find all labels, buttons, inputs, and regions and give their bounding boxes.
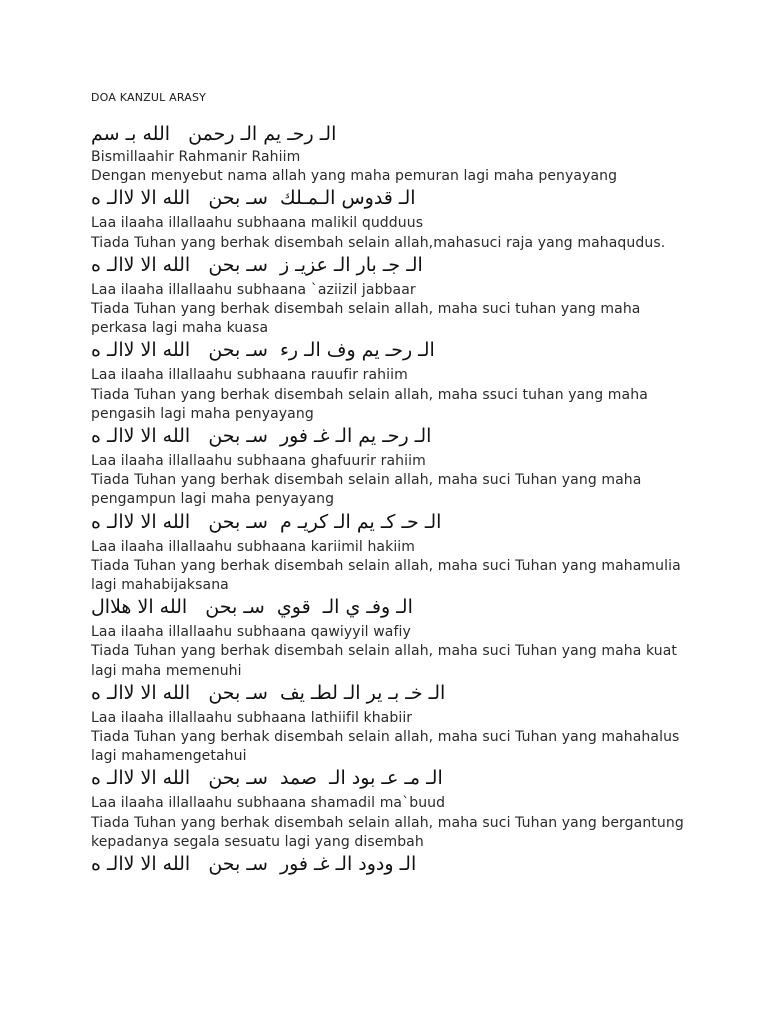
translation-line: Tiada Tuhan yang berhak disembah selain allah, maha suci Tuhan yang maha kuat	[91, 643, 677, 660]
transliteration-line: Laa ilaaha illallaahu subhaana kariimil hakiim	[91, 538, 416, 555]
prayer-section	[91, 424, 691, 510]
transliteration-line: Laa ilaaha illallaahu subhaana qawiyyil wafiy	[91, 624, 411, 641]
translation-line: lagi mahabijaksana	[91, 577, 229, 594]
translation-line: lagi maha memenuhi	[91, 662, 242, 679]
transliteration-line: Bismillaahir Rahmanir Rahiim	[91, 149, 301, 165]
prayer-section	[91, 510, 691, 596]
translation-line: Dengan menyebut nama allah yang maha pemuran lagi maha penyayang	[91, 168, 618, 185]
arabic-verse: الـ ودود الـ غـ فور سـ بحن الله الا لاالـ ه	[91, 853, 417, 876]
arabic-verse: الـ رحـ يم الـ غـ فور سـ بحن الله الا لاالـ ه	[91, 425, 432, 448]
prayer-section	[91, 122, 691, 186]
prayer-section	[91, 681, 691, 767]
translation-line: kepadanya segala sesuatu lagi yang disembah	[91, 833, 424, 850]
arabic-verse: الـ وفـ ي الـ قوي سـ بحن الله الا هلاال	[91, 596, 413, 619]
translation-line: Tiada Tuhan yang berhak disembah selain allah, maha suci Tuhan yang bergantung	[91, 814, 684, 831]
prayer-section	[91, 595, 691, 681]
arabic-verse: الـ رحـ يم الـ رحمن الله بـ سم	[91, 123, 337, 145]
transliteration-line: Laa ilaaha illallaahu subhaana shamadil ma`buud	[91, 795, 446, 812]
arabic-verse: الـ مـ عـ بود الـ صمد سـ بحن الله الا لاالـ ه	[91, 767, 443, 790]
translation-line: Tiada Tuhan yang berhak disembah selain allah, maha suci Tuhan yang mahamulia	[91, 557, 681, 574]
arabic-verse: الـ جـ بار الـ عزيـ ز سـ بحن الله الا لاالـ ه	[91, 253, 423, 276]
translation-line: Tiada Tuhan yang berhak disembah selain allah,mahasuci raja yang mahaqudus.	[91, 234, 666, 251]
document-title: DOA KANZUL ARASY	[91, 91, 207, 104]
translation-line: pengasih lagi maha penyayang	[91, 405, 314, 422]
transliteration-line: Laa ilaaha illallaahu subhaana malikil qudduus	[91, 215, 424, 232]
translation-line: Tiada Tuhan yang berhak disembah selain allah, maha ssuci tuhan yang maha	[91, 386, 648, 403]
transliteration-line: Laa ilaaha illallaahu subhaana lathiifil khabiir	[91, 709, 413, 726]
transliteration-line: Laa ilaaha illallaahu subhaana `aziizil jabbaar	[91, 281, 416, 298]
document-page	[91, 90, 691, 880]
transliteration-line: Laa ilaaha illallaahu subhaana ghafuurir rahiim	[91, 453, 426, 470]
translation-line: pengampun lagi maha penyayang	[91, 491, 335, 508]
translation-line: perkasa lagi maha kuasa	[91, 320, 269, 337]
translation-line: Tiada Tuhan yang berhak disembah selain allah, maha suci Tuhan yang mahahalus	[91, 729, 680, 746]
prayer-section	[91, 186, 691, 252]
prayer-section	[91, 766, 691, 852]
arabic-verse: الـ حـ كـ يم الـ كريـ م سـ بحن الله الا لاالـ ه	[91, 510, 442, 533]
translation-line: Tiada Tuhan yang berhak disembah selain allah, maha suci Tuhan yang maha	[91, 472, 642, 489]
arabic-verse: الـ خـ بـ ير الـ لطـ يف سـ بحن الله الا لاالـ ه	[91, 681, 446, 704]
arabic-verse: الـ رحـ يم وف الـ رء سـ بحن الله الا لاالـ ه	[91, 339, 435, 362]
transliteration-line: Laa ilaaha illallaahu subhaana rauufir rahiim	[91, 367, 408, 384]
prayer-section	[91, 852, 691, 880]
prayer-section	[91, 253, 691, 339]
translation-line: lagi mahamengetahui	[91, 748, 247, 765]
translation-line: Tiada Tuhan yang berhak disembah selain allah, maha suci tuhan yang maha	[91, 301, 641, 318]
prayer-section	[91, 338, 691, 424]
arabic-verse: الـ قدوس الـمـلك سـ بحن الله الا لاالـ ه	[91, 187, 416, 210]
